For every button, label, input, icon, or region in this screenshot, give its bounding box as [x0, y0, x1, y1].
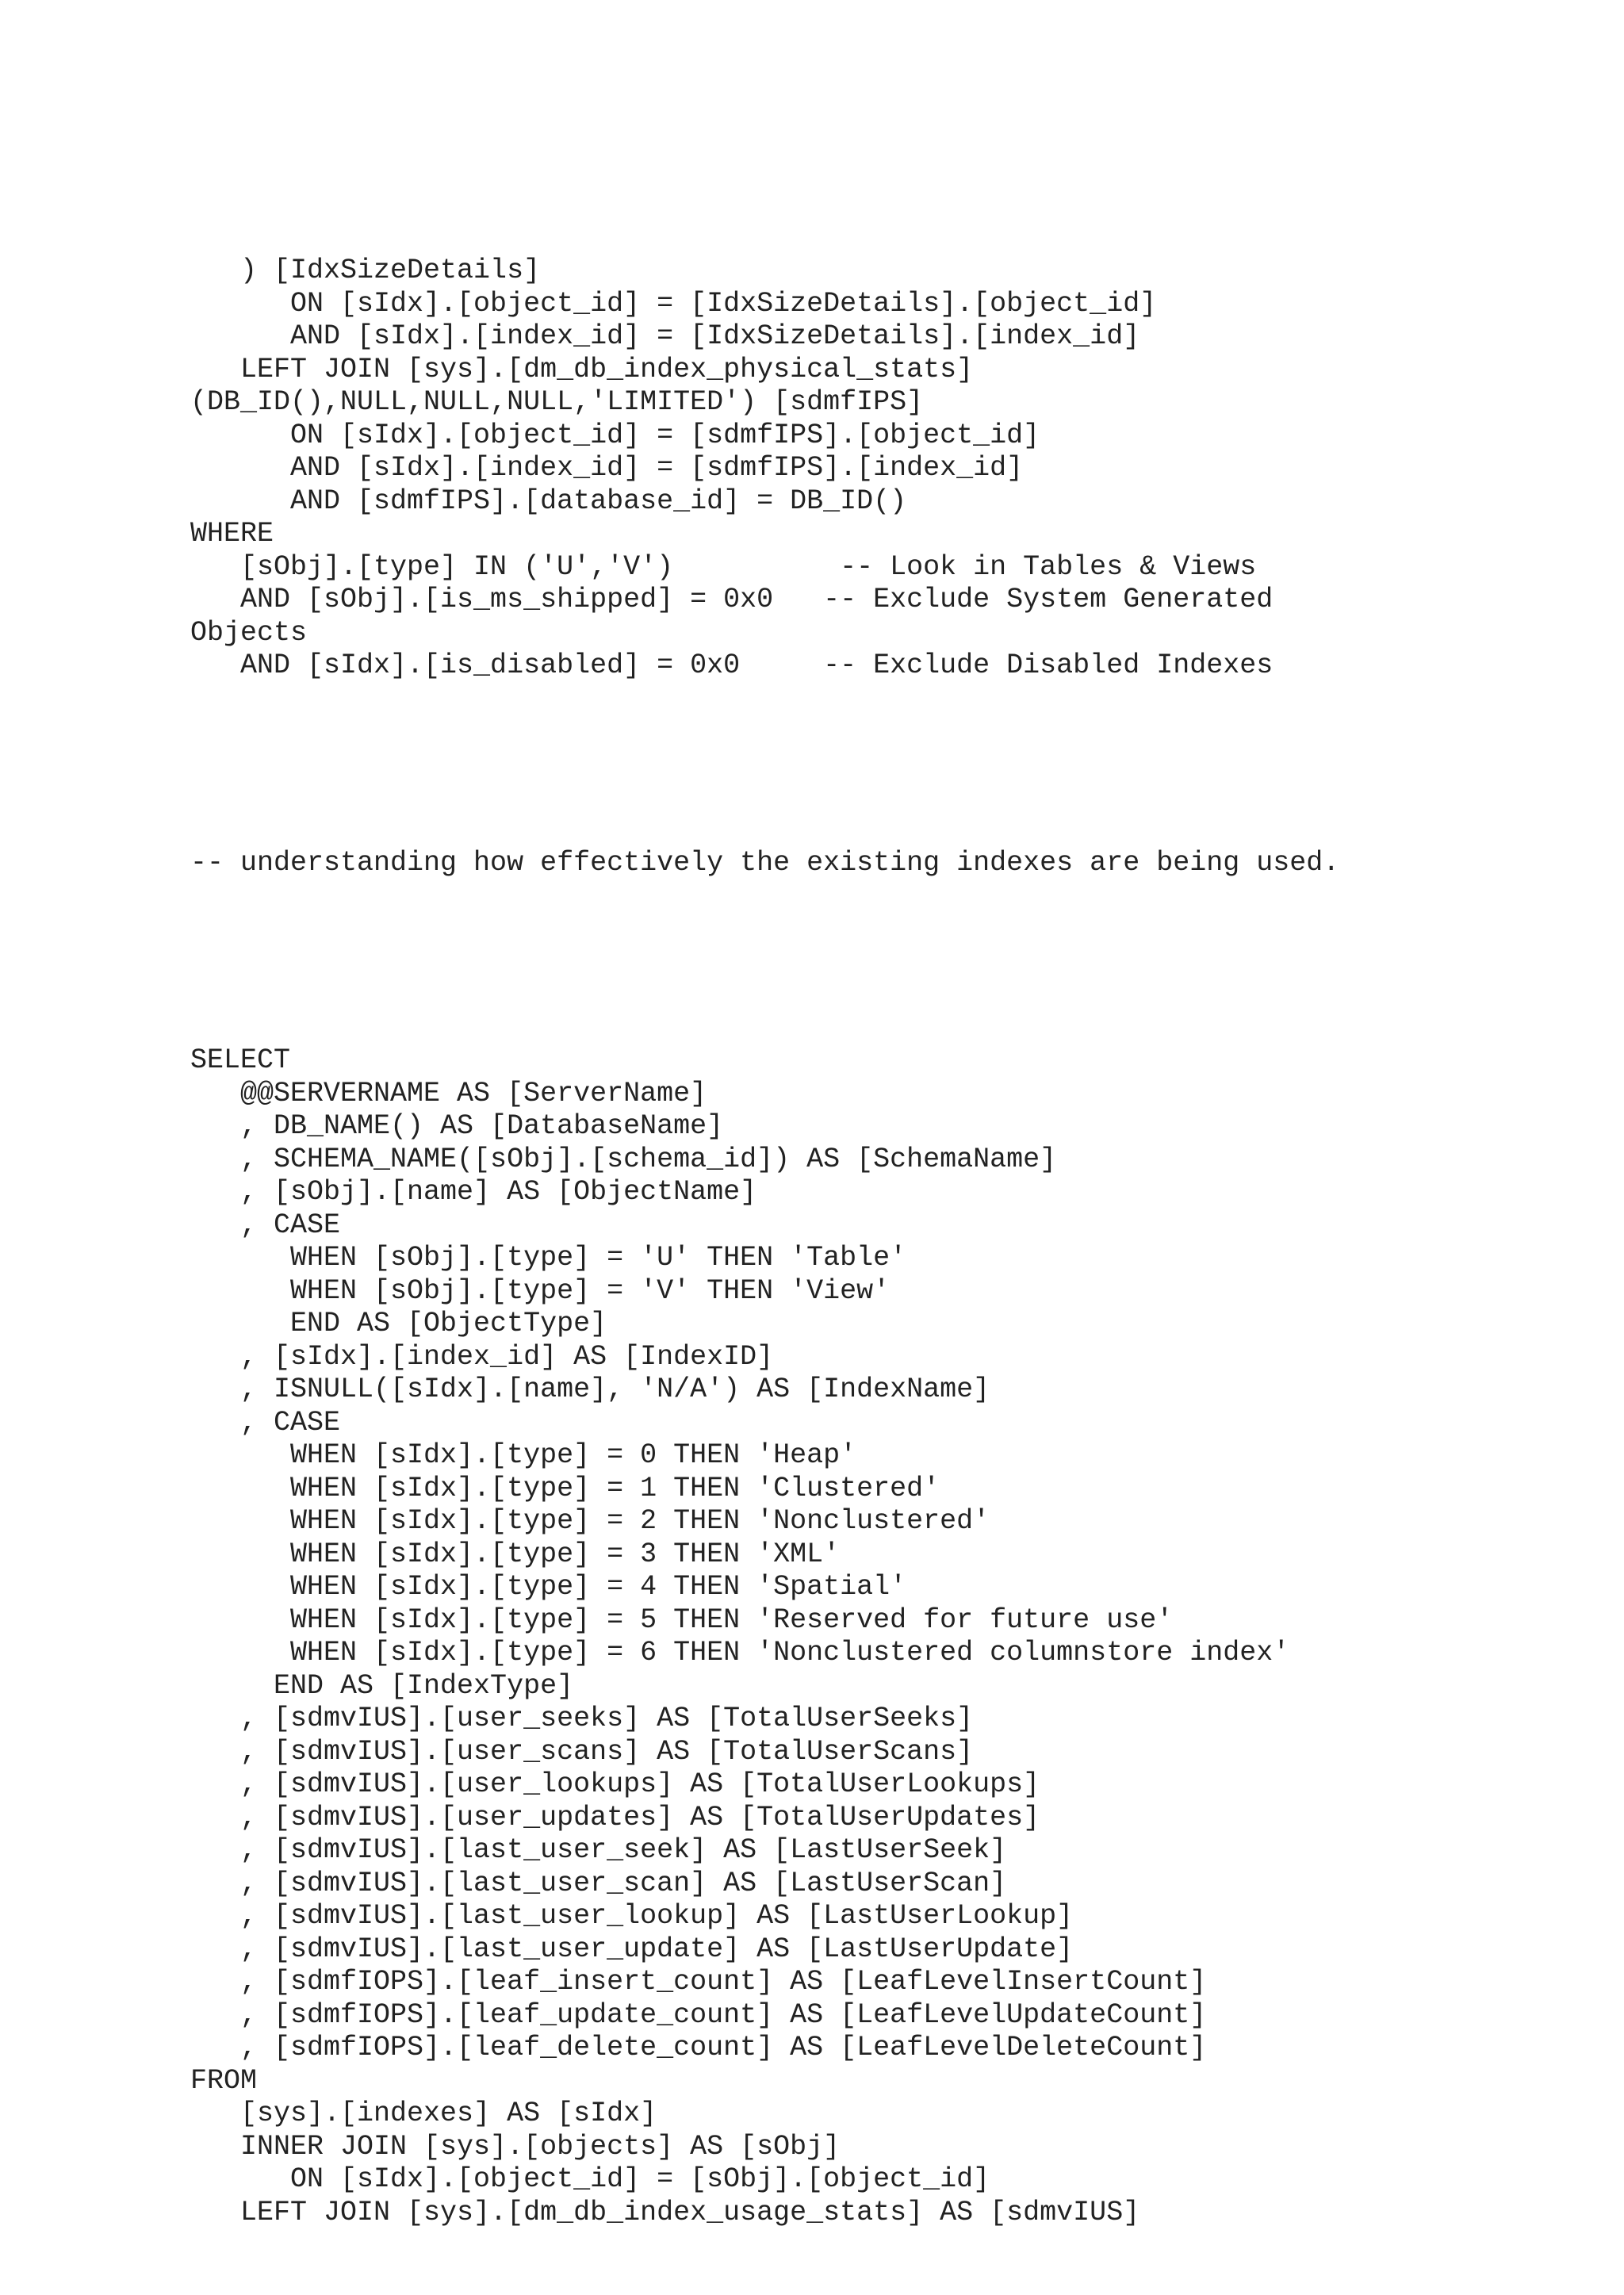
- code-line: @@SERVERNAME AS [ServerName]: [190, 1077, 707, 1109]
- code-line: AND [sObj].[is_ms_shipped] = 0x0 -- Exclude System Generated: [190, 584, 1274, 615]
- code-line: , [sdmfIOPS].[leaf_insert_count] AS [LeafLevelInsertCount]: [190, 1966, 1207, 1998]
- code-line: (DB_ID(),NULL,NULL,NULL,'LIMITED') [sdmfIPS]: [190, 386, 924, 418]
- code-line: ) [IdxSizeDetails]: [190, 255, 541, 286]
- code-line: WHEN [sObj].[type] = 'V' THEN 'View': [190, 1274, 891, 1307]
- code-line: LEFT JOIN [sys].[dm_db_index_usage_stats] AS [sdmvIUS]: [190, 2196, 1140, 2228]
- code-line: WHEN [sIdx].[type] = 2 THEN 'Nonclustered': [190, 1505, 990, 1537]
- code-line: , [sdmvIUS].[last_user_seek] AS [LastUserSeek]: [190, 1834, 1007, 1866]
- code-line: , ISNULL([sIdx].[name], 'N/A') AS [IndexName]: [190, 1374, 990, 1405]
- code-line: AND [sIdx].[index_id] = [IdxSizeDetails].[index_id]: [190, 320, 1140, 352]
- code-line: AND [sIdx].[index_id] = [sdmfIPS].[index_id]: [190, 452, 1024, 484]
- code-line: , [sdmvIUS].[last_user_lookup] AS [LastUserLookup]: [190, 1900, 1074, 1932]
- sql-comment-line: -- understanding how effectively the existing indexes are being used.: [190, 847, 1340, 879]
- code-line: , [sdmvIUS].[last_user_update] AS [LastUserUpdate]: [190, 1933, 1074, 1965]
- code-line: , SCHEMA_NAME([sObj].[schema_id]) AS [SchemaName]: [190, 1143, 1057, 1175]
- code-line: WHEN [sIdx].[type] = 5 THEN 'Reserved for future use': [190, 1603, 1174, 1636]
- blank-line: [190, 946, 1602, 979]
- code-line: FROM: [190, 2064, 258, 2097]
- sql-select-section: [190, 1044, 1602, 2229]
- code-line: AND [sIdx].[is_disabled] = 0x0 -- Exclude Disabled Indexes: [190, 649, 1274, 681]
- code-line: , CASE: [190, 1209, 341, 1241]
- code-line: WHEN [sIdx].[type] = 6 THEN 'Nonclustered columnstore index': [190, 1637, 1290, 1669]
- code-line: , [sdmvIUS].[last_user_scan] AS [LastUserScan]: [190, 1867, 1007, 1899]
- sql-where-section: [190, 255, 1602, 683]
- code-line: , [sdmvIUS].[user_seeks] AS [TotalUserSeeks]: [190, 1703, 974, 1734]
- code-line: SELECT: [190, 1044, 291, 1076]
- code-line: ON [sIdx].[object_id] = [IdxSizeDetails].[object_id]: [190, 287, 1157, 320]
- code-line: WHEN [sIdx].[type] = 0 THEN 'Heap': [190, 1439, 857, 1471]
- code-line: , [sdmfIOPS].[leaf_delete_count] AS [LeafLevelDeleteCount]: [190, 2032, 1207, 2063]
- code-line: , [sdmvIUS].[user_scans] AS [TotalUserScans]: [190, 1735, 974, 1768]
- code-line: , [sObj].[name] AS [ObjectName]: [190, 1176, 757, 1208]
- code-line: ON [sIdx].[object_id] = [sObj].[object_id]: [190, 2163, 990, 2195]
- code-line: Objects: [190, 616, 308, 649]
- code-line: , [sdmvIUS].[user_updates] AS [TotalUserUpdates]: [190, 1801, 1040, 1833]
- code-line: , [sdmvIUS].[user_lookups] AS [TotalUserLookups]: [190, 1768, 1040, 1800]
- code-line: WHEN [sIdx].[type] = 3 THEN 'XML': [190, 1538, 841, 1570]
- code-line: END AS [IndexType]: [190, 1669, 574, 1702]
- code-line: WHEN [sObj].[type] = 'U' THEN 'Table': [190, 1242, 907, 1274]
- code-line: [sys].[indexes] AS [sIdx]: [190, 2098, 657, 2129]
- code-line: WHERE: [190, 518, 274, 550]
- blank-line: [190, 749, 1602, 782]
- code-line: WHEN [sIdx].[type] = 4 THEN 'Spatial': [190, 1571, 907, 1603]
- code-line: AND [sdmfIPS].[database_id] = DB_ID(): [190, 485, 907, 517]
- code-line: WHEN [sIdx].[type] = 1 THEN 'Clustered': [190, 1472, 940, 1504]
- code-line: , [sdmfIOPS].[leaf_update_count] AS [LeafLevelUpdateCount]: [190, 1998, 1207, 2031]
- code-line: , [sIdx].[index_id] AS [IndexID]: [190, 1340, 774, 1373]
- code-line: LEFT JOIN [sys].[dm_db_index_physical_stats]: [190, 353, 974, 385]
- code-line: [sObj].[type] IN ('U','V') -- Look in Tables & Views: [190, 550, 1257, 583]
- code-line: END AS [ObjectType]: [190, 1308, 607, 1339]
- sql-code-block: [190, 189, 1602, 2295]
- code-line: INNER JOIN [sys].[objects] AS [sObj]: [190, 2130, 841, 2163]
- code-line: , DB_NAME() AS [DatabaseName]: [190, 1110, 724, 1142]
- code-line: ON [sIdx].[object_id] = [sdmfIPS].[object_id]: [190, 419, 1040, 451]
- code-line: , CASE: [190, 1406, 341, 1439]
